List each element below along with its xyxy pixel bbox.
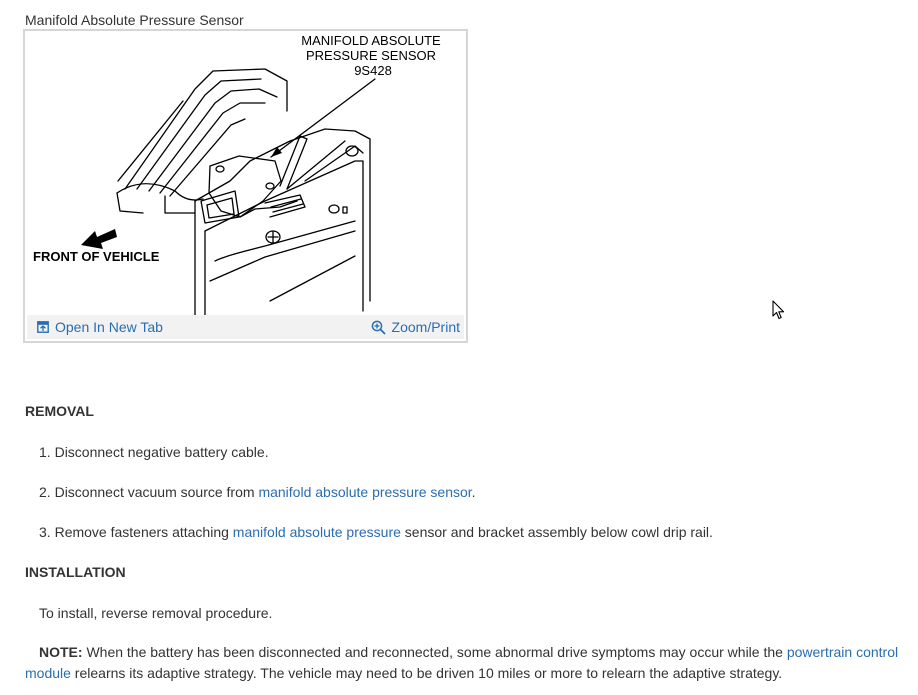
step-text-after: . xyxy=(471,484,476,500)
step-text: Remove fasteners attaching xyxy=(54,524,233,540)
removal-heading: REMOVAL xyxy=(25,403,94,419)
map-sensor-diagram xyxy=(25,31,466,315)
open-in-new-tab-link[interactable] xyxy=(37,319,163,335)
open-in-new-tab-label: Open In New Tab xyxy=(55,319,163,335)
step-text-after: sensor and bracket assembly below cowl drip rail. xyxy=(400,524,713,540)
label-sensor-line2: PRESSURE SENSOR xyxy=(305,48,437,63)
pcm-link[interactable]: powertrain control module xyxy=(25,644,899,681)
open-in-new-tab-icon xyxy=(37,321,49,333)
map-link[interactable]: manifold absolute pressure xyxy=(232,524,401,540)
step-number: 2. xyxy=(39,484,51,500)
map-sensor-link[interactable]: manifold absolute pressure sensor xyxy=(258,484,472,500)
zoom-print-link[interactable] xyxy=(371,319,460,335)
figure-toolbar xyxy=(27,315,464,339)
figure-frame xyxy=(23,29,468,343)
note-text-after: relearns its adaptive strategy. The vehicle may need to be driven 10 miles or more to relearn the adaptive strategy. xyxy=(70,665,783,681)
removal-step-3 xyxy=(39,524,713,540)
installation-heading: INSTALLATION xyxy=(25,564,126,580)
note-text: When the battery has been disconnected and reconnected, some abnormal drive symptoms may occur while the xyxy=(82,644,787,660)
installation-text: To install, reverse removal procedure. xyxy=(39,605,273,621)
step-text: Disconnect vacuum source from xyxy=(54,484,259,500)
step-number: 3. xyxy=(39,524,51,540)
mouse-pointer-icon xyxy=(772,300,786,325)
step-text: Disconnect negative battery cable. xyxy=(54,444,269,460)
note-label: NOTE: xyxy=(39,644,83,660)
step-number: 1. xyxy=(39,444,51,460)
label-sensor-line1: MANIFOLD ABSOLUTE xyxy=(301,33,441,48)
removal-step-2 xyxy=(39,484,476,500)
figure-caption: Manifold Absolute Pressure Sensor xyxy=(25,12,244,28)
label-sensor-part: 9S428 xyxy=(354,63,392,78)
zoom-in-icon xyxy=(371,320,386,335)
label-front-of-vehicle: FRONT OF VEHICLE xyxy=(33,249,160,264)
removal-step-1 xyxy=(39,444,269,460)
note-paragraph xyxy=(25,642,913,684)
zoom-print-label: Zoom/Print xyxy=(391,319,460,335)
